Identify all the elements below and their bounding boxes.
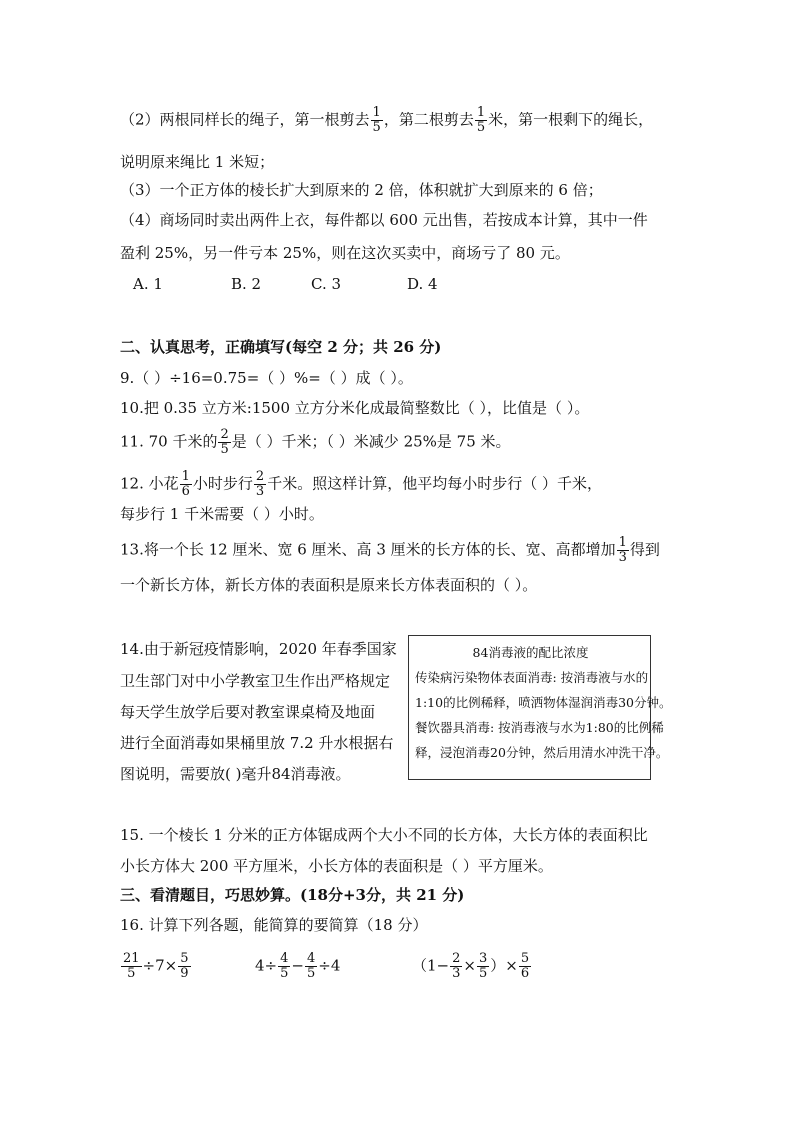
- expression-2: 4÷ $\frac{4}{5}$ − $\frac{4}{5}$ ÷4: [255, 951, 341, 981]
- info-box-line: 传染病污染物体表面消毒: 按消毒液与水的: [415, 670, 649, 685]
- fraction: $\frac{2}{3}$: [452, 951, 461, 981]
- option-d[interactable]: D. 4: [407, 275, 438, 293]
- question-10: 10.把 0.35 立方米:1500 立方分米化成最简整数比（ ），比值是（ ）。: [120, 399, 590, 417]
- question-14-line4: 进行全面消毒如果桶里放 7.2 升水根据右: [120, 734, 394, 752]
- fraction: $\frac{2}{3}$: [255, 469, 265, 499]
- item2-post: 米，第一根剩下的绳长，: [488, 110, 654, 129]
- question-12-line2: 每步行 1 千米需要（ ）小时。: [120, 505, 324, 523]
- question-14-line5: 图说明，需要放( )毫升84消毒液。: [120, 765, 351, 783]
- fraction: $\frac{1}{5}$: [476, 105, 486, 135]
- info-box-title: 84消毒液的配比浓度: [472, 645, 589, 660]
- item2-pre: （2）两根同样长的绳子，第一根剪去: [120, 110, 370, 129]
- question-15-line1: 15. 一个棱长 1 分米的正方体锯成两个大小不同的长方体，大长方体的表面积比: [120, 826, 648, 844]
- fraction: $\frac{4}{5}$: [306, 951, 316, 981]
- question-14-line3: 每天学生放学后要对教室课桌椅及地面: [120, 703, 376, 721]
- fraction: $\frac{5}{6}$: [520, 951, 530, 981]
- disinfectant-info-box: [408, 635, 672, 780]
- question-14-line1: 14.由于新冠疫情影响，2020 年春季国家: [120, 640, 397, 658]
- q-item-4-line1: （4）商场同时卖出两件上衣，每件都以 600 元出售，若按成本计算，其中一件: [120, 211, 648, 229]
- fraction: $\frac{1}{5}$: [372, 105, 381, 135]
- section-heading-3: 三、看清题目，巧思妙算。(18分+3分，共 21 分): [120, 886, 465, 904]
- question-16: 16. 计算下列各题，能简算的要简算（18 分）: [120, 916, 428, 934]
- info-box-line: 释，浸泡消毒20分钟，然后用清水冲洗干净。: [415, 745, 669, 760]
- section-heading-2: 二、认真思考，正确填写(每空 2 分；共 26 分): [120, 338, 442, 356]
- info-box-line: 餐饮器具消毒: 按消毒液与水为1:80的比例稀: [415, 720, 664, 735]
- question-9: 9.（ ）÷16=0.75=（ ）%=（ ）成（ ）。: [120, 369, 413, 387]
- fraction: $\frac{3}{5}$: [478, 951, 488, 981]
- fraction: $\frac{1}{6}$: [181, 469, 190, 499]
- question-12: 12. 小花 $\frac{1}{6}$ 小时步行 $\frac{2}{3}$ 千米。照这样计算，他平均每小时步行（ ）千米，: [120, 469, 602, 499]
- option-b[interactable]: B. 2: [231, 275, 262, 293]
- question-11: 11. 70 千米的 $\frac{2}{5}$ 是（ ）千米；（ ）米减少 25%是 75 米。: [120, 427, 511, 457]
- expression-3: （1− $\frac{2}{3}$ × $\frac{3}{5}$ ）× $\frac{5}{6}$: [412, 951, 530, 981]
- info-box-line: 1:10的比例稀释，喷洒物体湿润消毒30分钟。: [415, 695, 672, 710]
- question-15-line2: 小长方体大 200 平方厘米，小长方体的表面积是（ ）平方厘米。: [120, 857, 553, 875]
- question-13: 13.将一个长 12 厘米、宽 6 厘米、高 3 厘米的长方体的长、宽、高都增加 $\frac{1}{3}$ 得到: [120, 535, 660, 565]
- fraction: $\frac{21}{5}$: [123, 951, 140, 981]
- item2-mid: ，第二根剪去: [383, 110, 474, 129]
- q-item-2-line2: 说明原来绳比 1 米短；: [120, 153, 275, 171]
- fraction: $\frac{2}{5}$: [220, 427, 229, 457]
- q-item-2: [120, 106, 653, 135]
- question-14-line2: 卫生部门对中小学教室卫生作出严格规定: [120, 672, 391, 690]
- fraction: $\frac{1}{3}$: [618, 535, 627, 565]
- fraction: $\frac{4}{5}$: [280, 951, 289, 981]
- option-c[interactable]: C. 3: [311, 275, 342, 293]
- expression-1: $\frac{21}{5}$ ÷7× $\frac{5}{9}$: [123, 951, 189, 981]
- question-13-line2: 一个新长方体，新长方体的表面积是原来长方体表面积的（ ）。: [120, 576, 538, 594]
- option-a[interactable]: A. 1: [133, 275, 163, 293]
- q-item-4-line2: 盈利 25%，另一件亏本 25%，则在这次买卖中，商场亏了 80 元。: [120, 244, 570, 262]
- q-item-3: （3）一个正方体的棱长扩大到原来的 2 倍，体积就扩大到原来的 6 倍；: [120, 181, 603, 199]
- fraction: $\frac{5}{9}$: [180, 951, 189, 981]
